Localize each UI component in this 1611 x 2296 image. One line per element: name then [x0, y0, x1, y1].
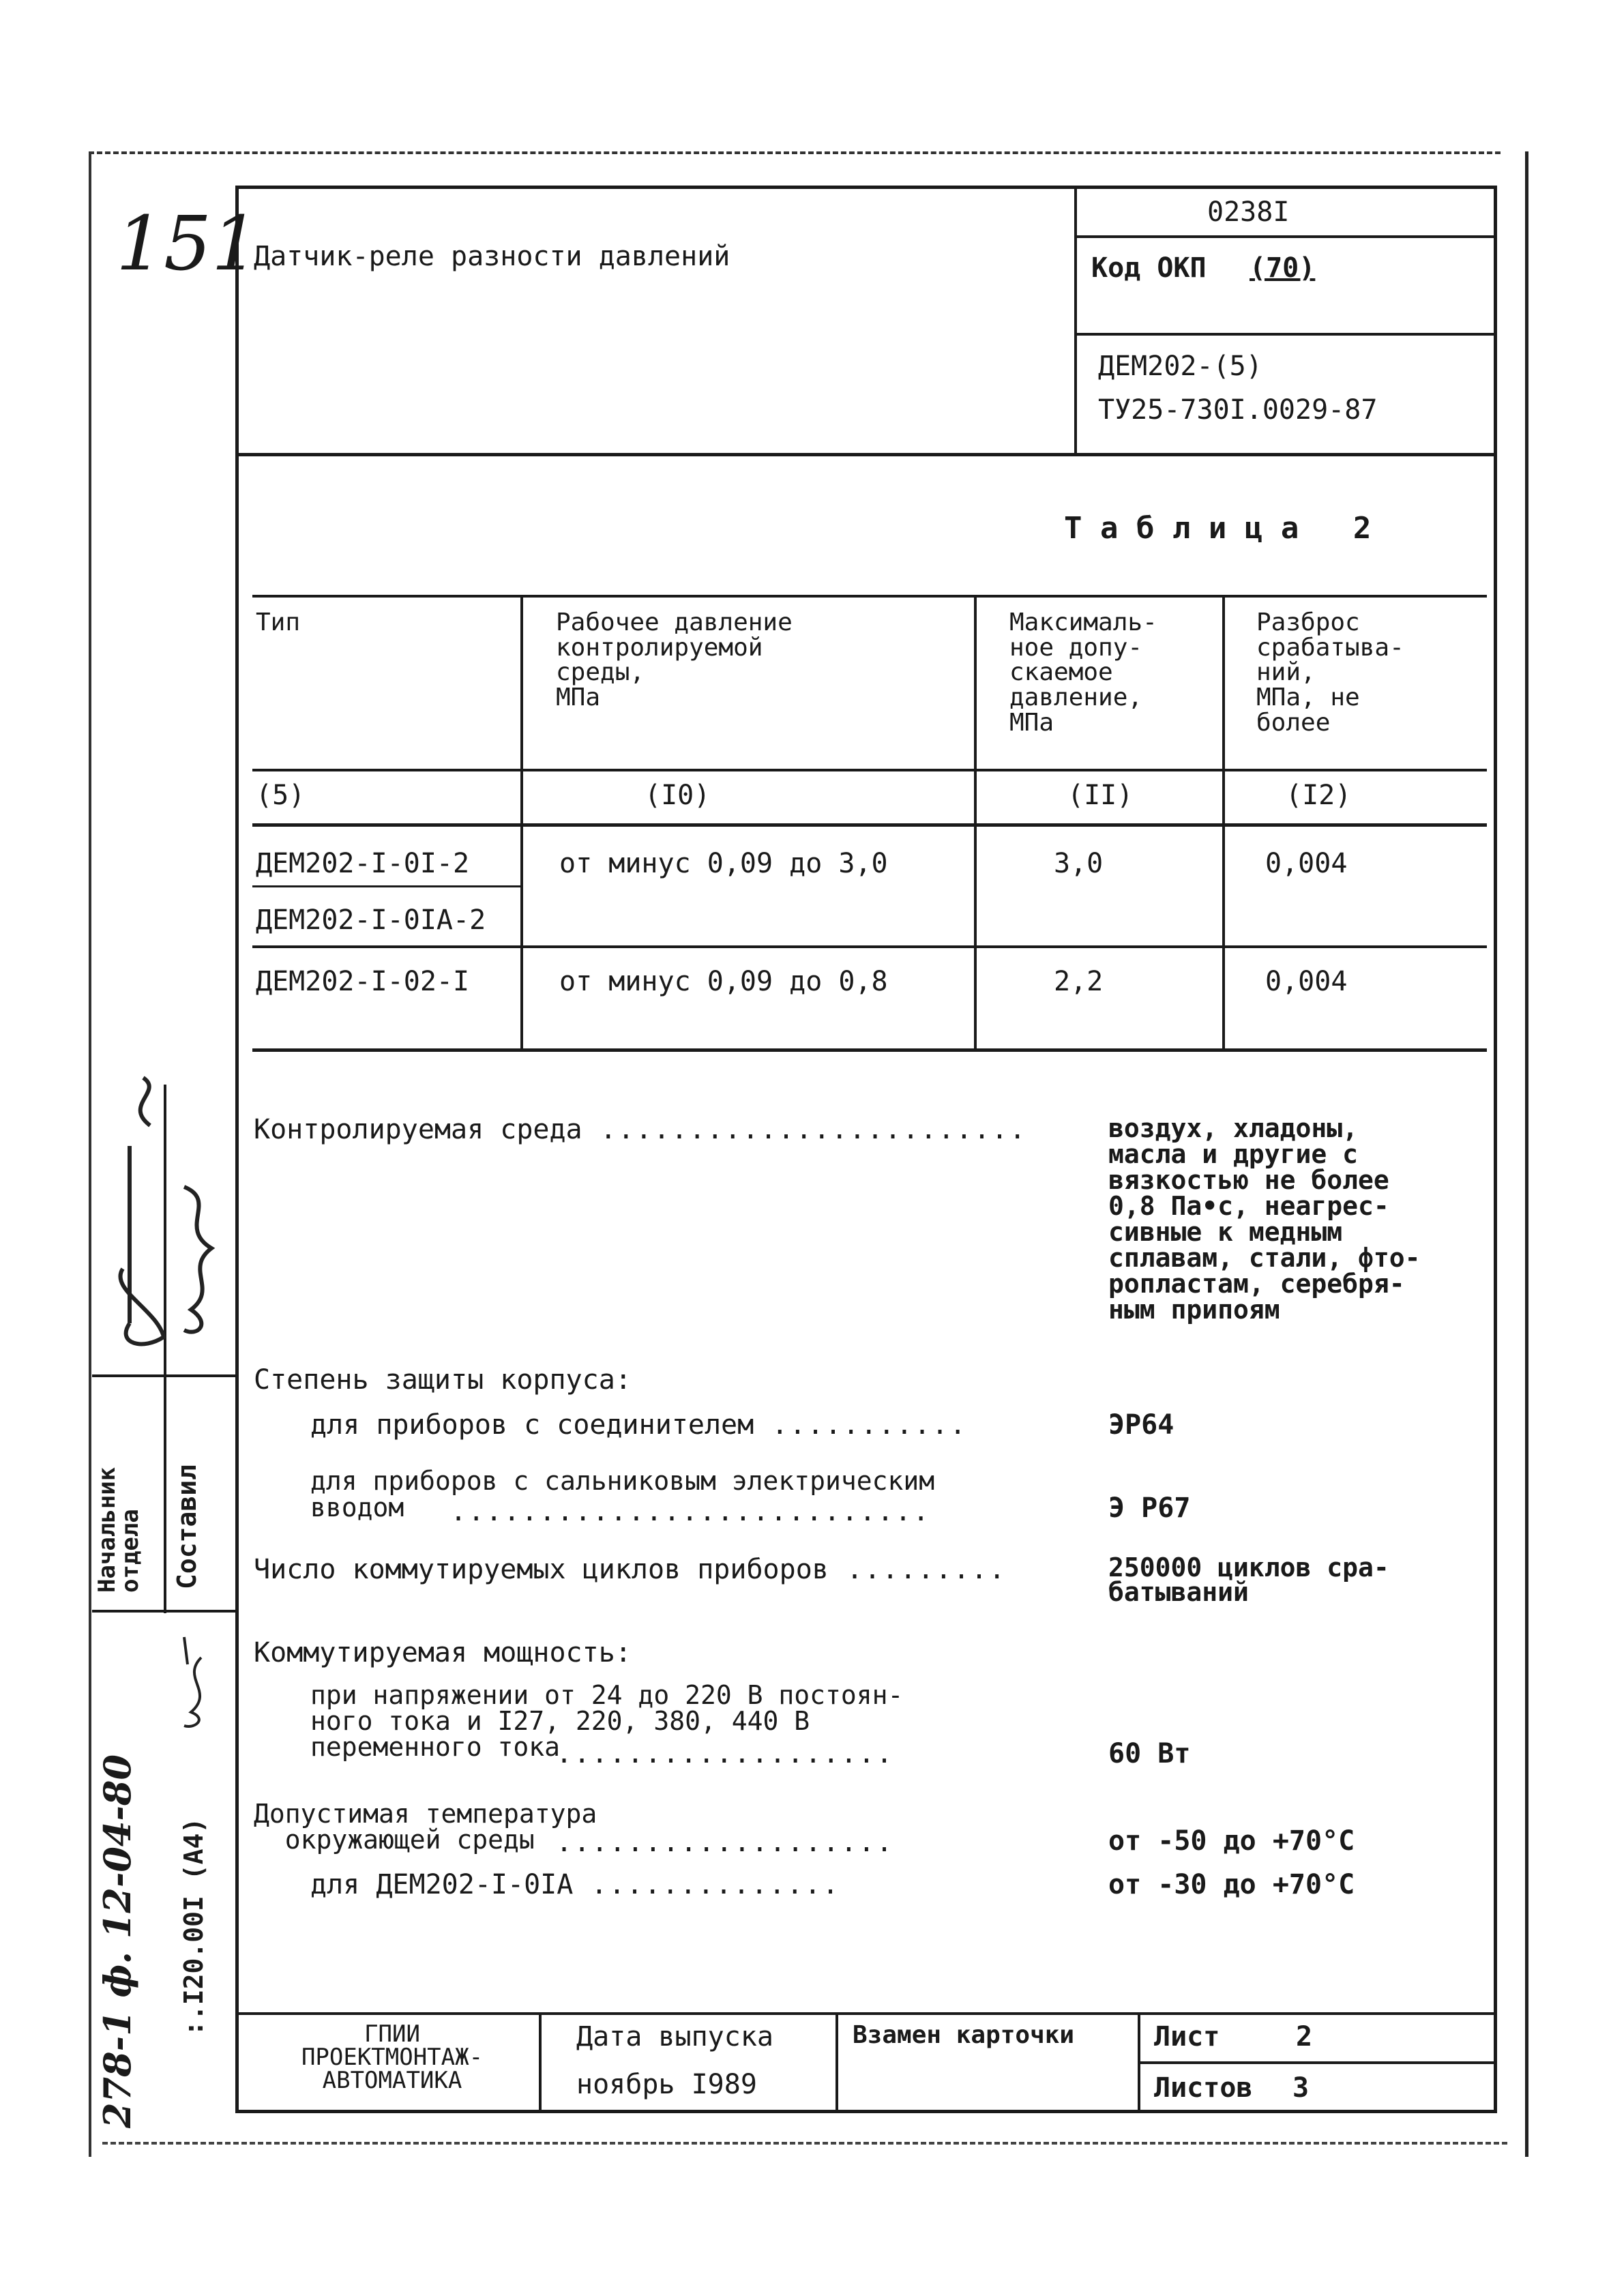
- table-row-type: ДЕМ202-I-0I-2: [256, 848, 470, 879]
- header-code-line: [1074, 235, 1497, 238]
- header-okp-line: [1074, 333, 1497, 336]
- footer-organization: ГПИИ ПРОЕКТМОНТАЖ- АВТОМАТИКА: [301, 2020, 484, 2094]
- table-row-max-pressure: 2,2: [1054, 966, 1104, 997]
- outer-frame-top: [89, 151, 1501, 154]
- leader-dots: ...................: [556, 1738, 894, 1769]
- footer-issue-value: ноябрь I989: [576, 2069, 757, 2100]
- model-code: ДЕМ202-(5): [1098, 351, 1262, 382]
- okp-label: Код ОКП: [1091, 252, 1207, 284]
- product-name: Датчик-реле разности давлений: [254, 241, 730, 272]
- protection-label: Степень защиты корпуса:: [254, 1364, 632, 1396]
- outer-frame-bottom: [102, 2142, 1507, 2145]
- temp-label: Допустимая температура окружающей среды: [254, 1799, 597, 1855]
- header-bottom-line: [235, 453, 1497, 456]
- table-header-max-pressure: Максималь- ное допу- скаемое давление, МПа: [1009, 608, 1157, 737]
- table-col-line-3: [1222, 595, 1225, 1052]
- protection-connector: [310, 1411, 967, 1439]
- table-bottom-line: [252, 1048, 1487, 1052]
- table-row-pressure: от минус 0,09 до 3,0: [559, 848, 888, 879]
- footer-replaces-label: Взамен карточки: [853, 2021, 1075, 2049]
- signature-compiled: [171, 1173, 232, 1344]
- medium-value: воздух, хладоны, масла и другие с вязкостью не более 0,8 Па•с, неагрес- сивные к медным сплавам, стали, фто- ропластам, серебря- ным припоям: [1108, 1113, 1421, 1325]
- signature-small: [174, 1630, 222, 1733]
- footer-sheets-label: Листов: [1154, 2072, 1253, 2104]
- leader-dots: ...........................: [450, 1496, 931, 1527]
- table-row-max-pressure: 3,0: [1054, 848, 1104, 879]
- margin-head-of-dept: [95, 1467, 142, 1593]
- footer-issue-label: Дата выпуска: [576, 2021, 773, 2052]
- protection-connector-label: для приборов с соединителем: [310, 1409, 754, 1441]
- table-top-line: [252, 595, 1487, 598]
- table-header-type: Тип: [256, 608, 301, 636]
- temp-special-value: от -30 до +70°С: [1108, 1869, 1355, 1900]
- table-header-spread: Разброс срабатыва- ний, МПа, не более: [1256, 608, 1404, 737]
- footer-sheet-label: Лист: [1154, 2021, 1220, 2052]
- leader-dots: ..............: [573, 1869, 840, 1900]
- table-header-line: [252, 769, 1487, 771]
- footer-sheet-value: 2: [1296, 2021, 1313, 2052]
- cycles-label-text: Число коммутируемых циклов приборов: [254, 1554, 829, 1585]
- temp-special-label: [310, 1870, 840, 1899]
- header-divider-vertical: [1074, 186, 1077, 453]
- table-code-pressure: (I0): [645, 780, 711, 811]
- leader-dots: ........................: [582, 1114, 1027, 1145]
- temp-value: от -50 до +70°С: [1108, 1825, 1355, 1857]
- margin-doc-code: :.I20.00I (А4): [179, 1817, 209, 2036]
- protection-connector-value: ЭР64: [1108, 1409, 1174, 1441]
- outer-frame-left: [89, 151, 91, 2157]
- protection-gland-label: для приборов с сальниковым электрическим вводом: [310, 1466, 935, 1522]
- margin-compiled: Составил: [172, 1464, 202, 1589]
- leader-dots: .........: [828, 1554, 1007, 1585]
- footer-sheets-value: 3: [1292, 2072, 1310, 2104]
- table-row-pressure: от минус 0,09 до 0,8: [559, 966, 888, 997]
- table-row1-split-line: [252, 885, 520, 887]
- page-number: 151: [116, 200, 259, 287]
- code-number: 0238I: [1207, 196, 1290, 228]
- protection-gland-value: Э Р67: [1108, 1492, 1191, 1524]
- footer-sheet-line: [1138, 2061, 1497, 2064]
- table-row-spread: 0,004: [1265, 966, 1348, 997]
- temp-special-label-text: для ДЕМ202-I-0IА: [310, 1869, 574, 1900]
- table-col-line-2: [974, 595, 977, 1052]
- table-row2-line: [252, 945, 1487, 948]
- table-code-type: (5): [256, 780, 306, 811]
- medium-label-text: Контролируемая среда: [254, 1114, 582, 1145]
- table-code-max-pressure: (II): [1067, 780, 1134, 811]
- table-row-type: ДЕМ202-I-0IА-2: [256, 904, 486, 936]
- table-code-line: [252, 823, 1487, 827]
- power-condition: при напряжении от 24 до 220 В постоян- ного тока и I27, 220, 380, 440 В переменного тока: [310, 1680, 904, 1762]
- table-title: Т а б л и ц а 2: [1064, 511, 1372, 546]
- margin-handwritten-note: 278-1 ф. 12-04-80: [95, 1754, 139, 2128]
- table-header-pressure: Рабочее давление контролируемой среды, МПа: [556, 608, 793, 712]
- table-code-spread: (I2): [1286, 780, 1352, 811]
- table-col-line-1: [520, 595, 523, 1052]
- footer-top-line: [235, 2012, 1497, 2015]
- okp-value: (70): [1250, 252, 1316, 284]
- outer-frame-right: [1525, 151, 1528, 2157]
- cycles-label: [254, 1555, 1007, 1584]
- spec-code: ТУ25-730I.0029-87: [1098, 394, 1378, 426]
- power-label: Коммутируемая мощность:: [254, 1637, 632, 1668]
- table-row-spread: 0,004: [1265, 848, 1348, 879]
- footer-col-line-2: [836, 2012, 838, 2113]
- leader-dots: ...................: [556, 1827, 894, 1858]
- leader-dots: ...........: [754, 1409, 968, 1441]
- table-row-type: ДЕМ202-I-02-I: [256, 966, 470, 997]
- medium-label: [254, 1115, 1027, 1144]
- footer-col-line-1: [539, 2012, 542, 2113]
- cycles-value: 250000 циклов сра- батываний: [1108, 1552, 1389, 1608]
- margin-head-of-dept-text: Начальник отдела: [93, 1467, 144, 1593]
- power-value: 60 Вт: [1108, 1738, 1191, 1769]
